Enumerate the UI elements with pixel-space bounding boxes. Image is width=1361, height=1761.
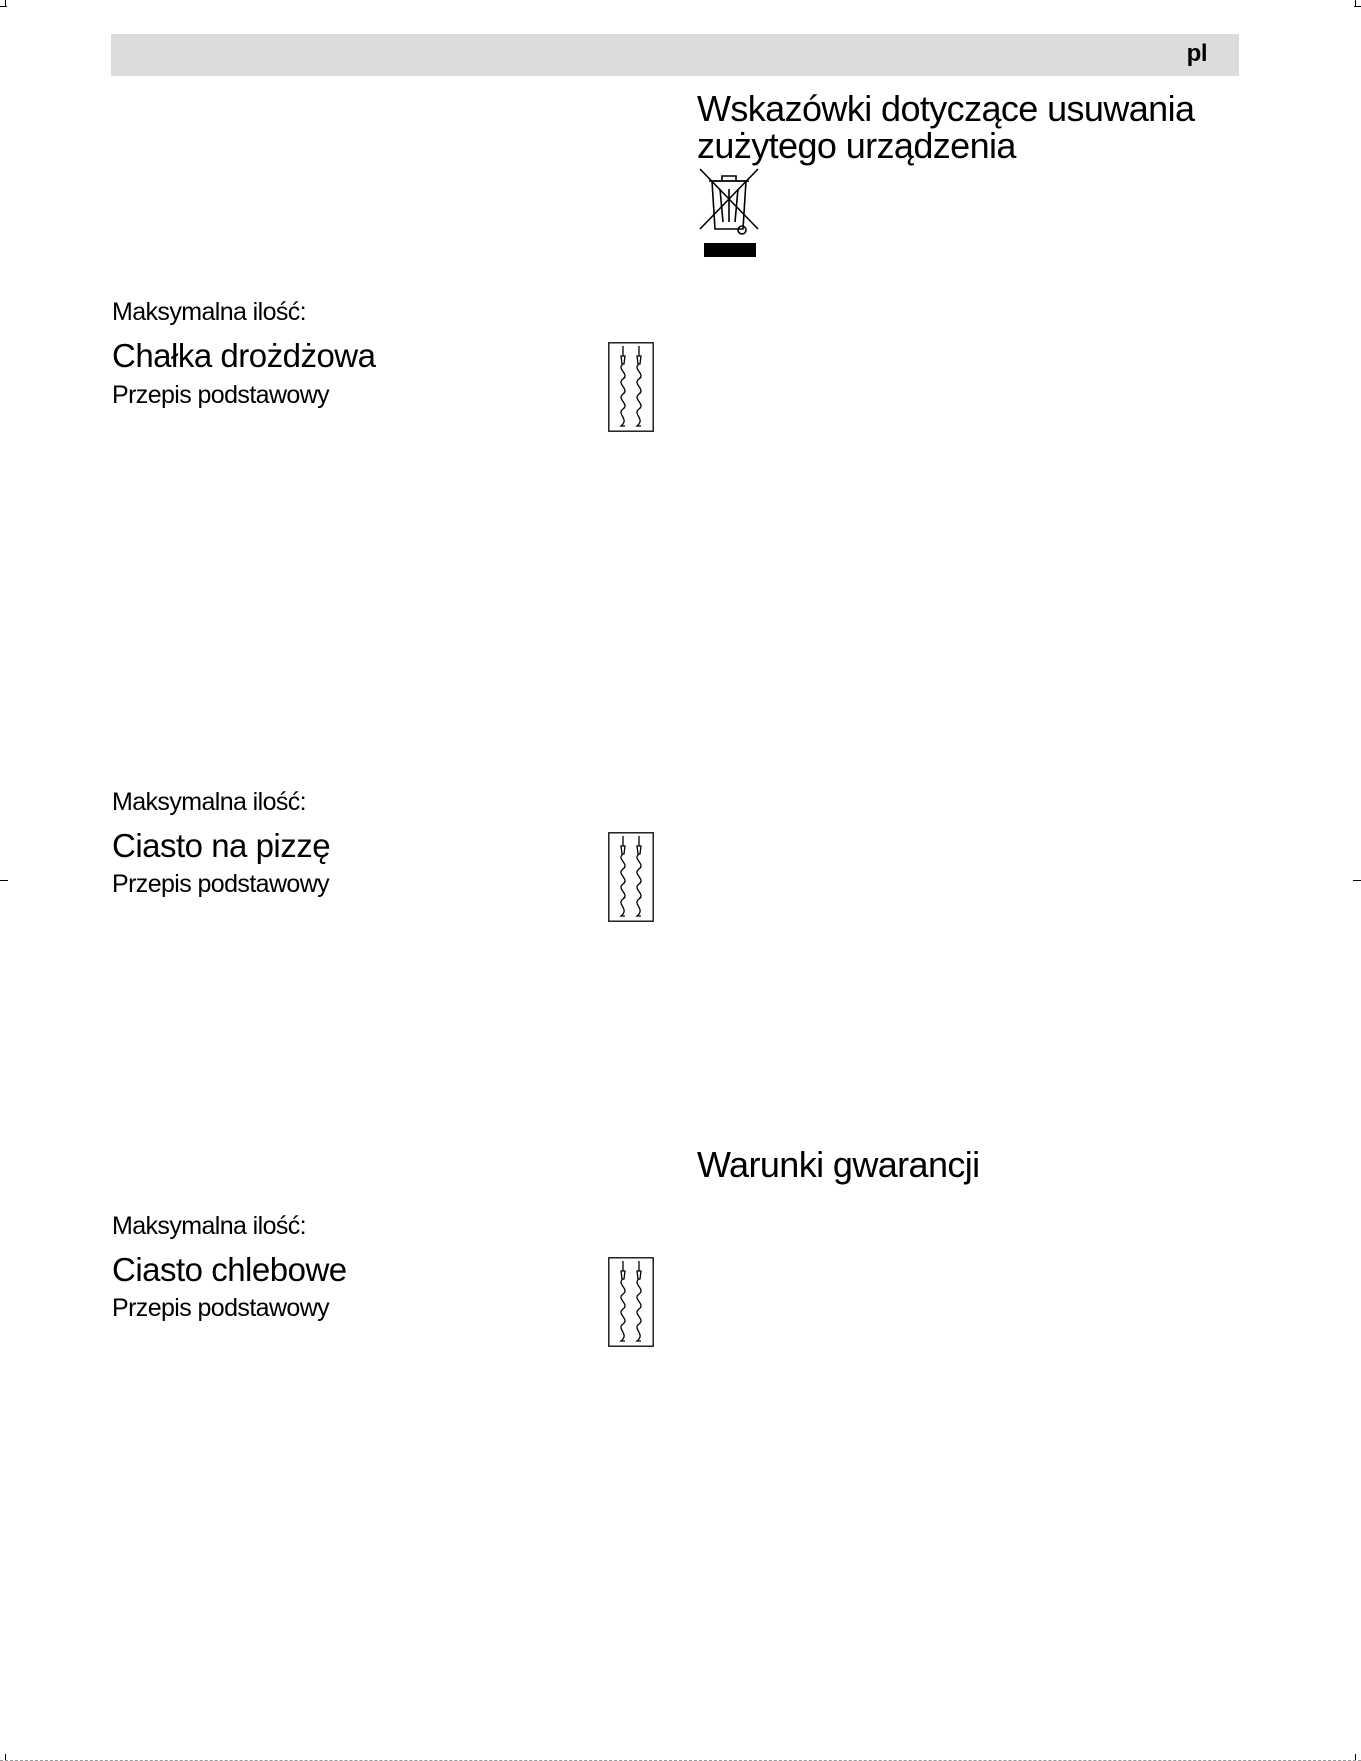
max-amount-label: Maksymalna ilość: (112, 298, 307, 326)
dough-hooks-icon (608, 832, 654, 922)
language-code: pl (1186, 40, 1207, 67)
recipe-title: Chałka drożdżowa (112, 337, 376, 374)
recipe-title: Ciasto chlebowe (112, 1251, 347, 1288)
max-amount-label: Maksymalna ilość: (112, 788, 307, 816)
disposal-title-line1: Wskazówki dotyczące usuwania (697, 88, 1195, 129)
dough-hooks-icon (608, 1257, 654, 1347)
recipe-subtitle: Przepis podstawowy (112, 1294, 330, 1322)
warranty-title: Warunki gwarancji (697, 1144, 980, 1185)
crop-mark (0, 880, 8, 881)
dough-hooks-icon (608, 342, 654, 432)
header-bar (111, 34, 1239, 76)
disposal-title (697, 90, 1194, 164)
crop-mark (1354, 6, 1361, 7)
recipe-subtitle: Przepis podstawowy (112, 870, 330, 898)
max-amount-label: Maksymalna ilość: (112, 1212, 307, 1240)
crossed-out-wheelie-bin-icon (698, 167, 760, 259)
crop-mark (0, 6, 7, 7)
disposal-title-line2: zużytego urządzenia (697, 125, 1016, 166)
crop-mark (1353, 880, 1361, 881)
recipe-subtitle: Przepis podstawowy (112, 381, 330, 409)
recipe-title: Ciasto na pizzę (112, 827, 331, 864)
